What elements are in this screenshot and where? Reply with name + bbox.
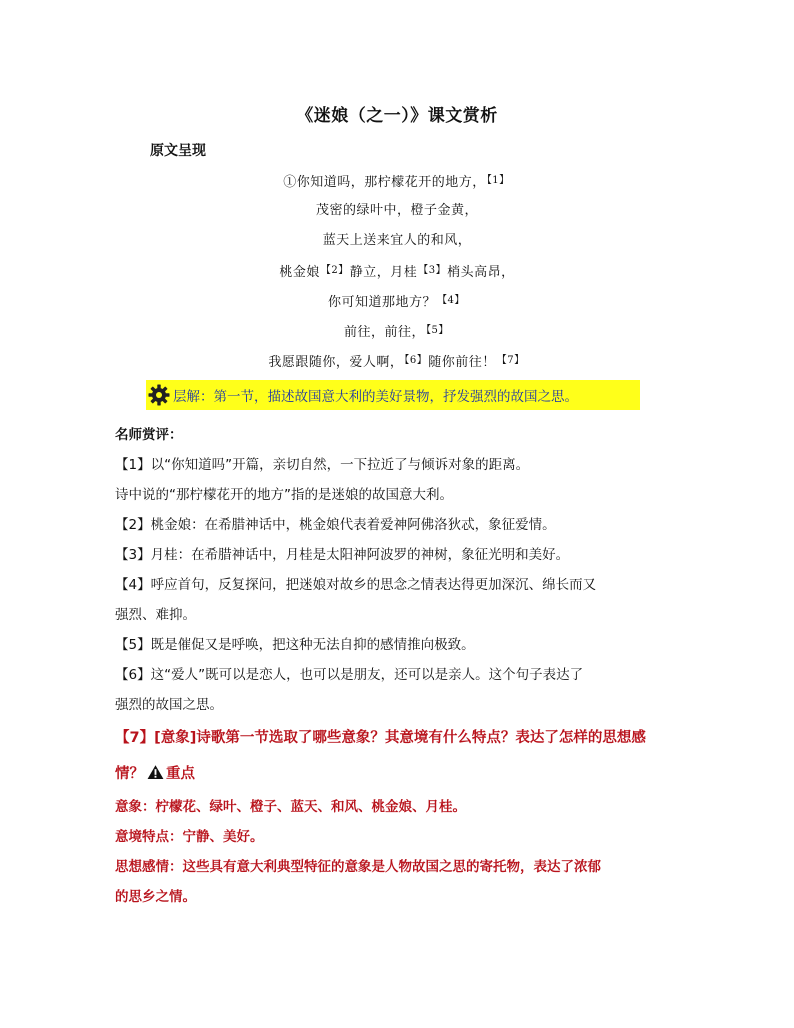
answer-emotion-continued: 的思乡之情。 bbox=[115, 889, 196, 905]
note-item: 【6】这“爱人”既可以是恋人，也可以是朋友，还可以是亲人。这个句子表达了 bbox=[115, 667, 584, 683]
answer-imagery: 意象：柠檬花、绿叶、橙子、蓝天、和风、桃金娘、月桂。 bbox=[115, 799, 466, 815]
commentary-heading: 名师赏评： bbox=[115, 427, 183, 443]
note-ref: 【1】 bbox=[486, 175, 510, 186]
note-ref: 【6】 bbox=[404, 355, 428, 366]
note-ref: 【7】 bbox=[496, 355, 525, 366]
answer-mood: 意境特点：宁静、美好。 bbox=[115, 829, 264, 845]
commentary-block bbox=[115, 420, 695, 912]
question-line: 情？ 重点 bbox=[115, 766, 195, 782]
section-heading-original-text: 原文呈现 bbox=[150, 143, 206, 159]
layer-note-highlight bbox=[146, 380, 640, 410]
poem-line: 我愿跟随你，爱人啊，$^{【6】}$随你前往！$^{【7】}$ bbox=[268, 355, 525, 370]
key-point-label: 重点 bbox=[166, 766, 195, 782]
note-item: 【3】月桂：在希腊神话中，月桂是太阳神阿波罗的神树，象征光明和美好。 bbox=[115, 547, 570, 563]
note-item: 【5】既是催促又是呼唤，把这种无法自抑的感情推向极致。 bbox=[115, 637, 475, 653]
note-item: 【2】桃金娘：在希腊神话中，桃金娘代表着爱神阿佛洛狄忒，象征爱情。 bbox=[115, 517, 556, 533]
note-ref: 【5】 bbox=[426, 325, 449, 336]
answer-emotion: 思想感情：这些具有意大利典型特征的意象是人物故国之思的寄托物，表达了浓郁 bbox=[115, 859, 601, 875]
poem-line: ①你知道吗，那柠檬花开的地方，$^{【1】}$ bbox=[283, 175, 510, 190]
poem-line: 桃金娘$^{【2】}$静立，月桂$^{【3】}$梢头高昂， bbox=[279, 265, 515, 280]
note-item: 【1】以“你知道吗”开篇，亲切自然，一下拉近了与倾诉对象的距离。 bbox=[115, 457, 530, 473]
poem-line: 你可知道那地方？$^{【4】}$ bbox=[328, 295, 465, 310]
question-line: 【7】[意象]诗歌第一节选取了哪些意象？其意境有什么特点？表达了怎样的思想感 bbox=[115, 730, 646, 746]
poem-line: 茂密的绿叶中，橙子金黄， bbox=[315, 203, 478, 218]
note-ref: 【2】 bbox=[320, 265, 349, 276]
poem-line: 蓝天上送来宜人的和风， bbox=[322, 233, 472, 248]
note-ref: 【3】 bbox=[418, 265, 447, 276]
poem-block bbox=[0, 166, 794, 376]
note-item: 强烈、难抑。 bbox=[115, 607, 196, 623]
gear-icon bbox=[147, 383, 171, 407]
note-ref: 【4】 bbox=[437, 295, 465, 306]
note-item: 强烈的故国之思。 bbox=[115, 697, 223, 713]
note-item: 【4】呼应首句，反复探问，把迷娘对故乡的思念之情表达得更加深沉、绵长而又 bbox=[115, 577, 597, 593]
page-title: 《迷娘（之一）》课文赏析 bbox=[296, 106, 498, 126]
poem-line: 前往，前往，$^{【5】}$ bbox=[344, 325, 449, 340]
layer-note-text: 层解：第一节，描述故国意大利的美好景物，抒发强烈的故国之思。 bbox=[173, 389, 578, 405]
warning-icon bbox=[147, 764, 164, 780]
note-item: 诗中说的“那柠檬花开的地方”指的是迷娘的故国意大利。 bbox=[115, 487, 453, 503]
